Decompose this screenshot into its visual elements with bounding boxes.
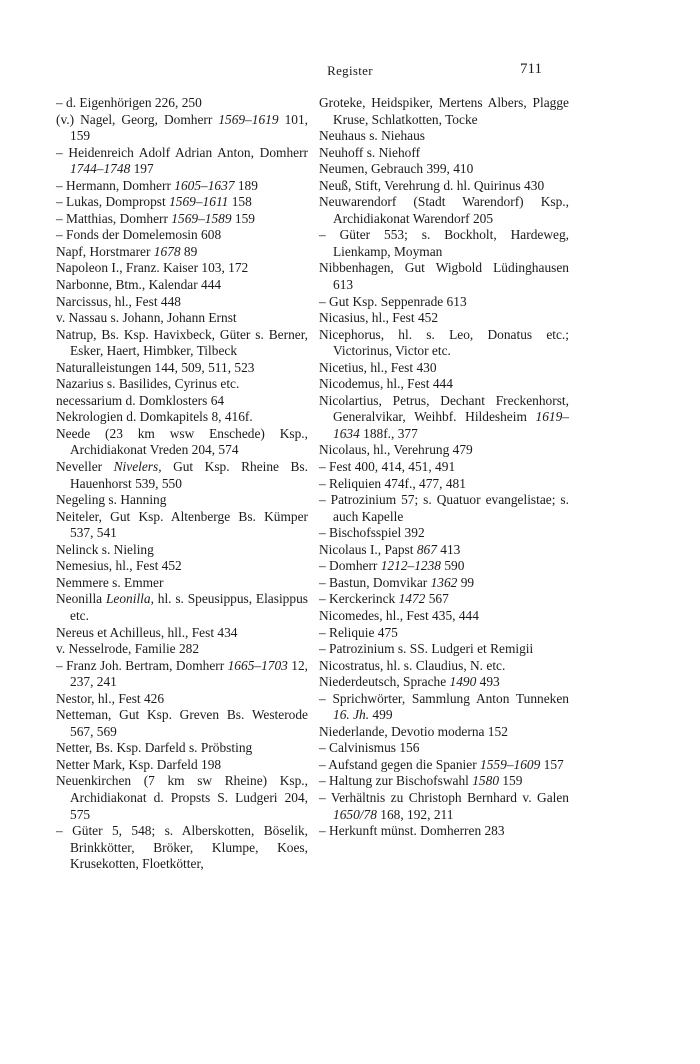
index-entry: Naturalleistungen 144, 509, 511, 523 (56, 359, 255, 375)
index-entry: – Patrozinium 57; s. Quatuor evangelistae; s. auch Kapelle (319, 492, 569, 524)
index-entry: Nicodemus, hl., Fest 444 (319, 376, 453, 392)
index-entry: Neuß, Stift, Verehrung d. hl. Quirinus 430 (319, 177, 545, 193)
index-column-right (319, 95, 569, 840)
index-entry: – Bastun, Domvikar 1362 99 (319, 574, 475, 590)
index-entry: Niederdeutsch, Sprache 1490 493 (319, 674, 500, 690)
index-entry: – Calvinismus 156 (319, 740, 420, 756)
index-entry: – Bischofsspiel 392 (319, 525, 425, 541)
index-entry: Narbonne, Btm., Kalendar 444 (56, 277, 222, 293)
index-entry: – Güter 553; s. Bockholt, Hardeweg, Lienkamp, Moyman (319, 227, 569, 259)
index-entry: – Reliquie 475 (319, 624, 398, 640)
index-entry: Neumen, Gebrauch 399, 410 (319, 161, 474, 177)
index-entry: Negeling s. Hanning (56, 492, 167, 508)
index-entry: Neiteler, Gut Ksp. Altenberge Bs. Kümper 537, 541 (56, 508, 308, 541)
index-entry: Nemesius, hl., Fest 452 (56, 558, 182, 574)
index-entry: Nicolartius, Petrus, Dechant Freckenhorst, Generalvikar, Weihbf. Hildesheim 1619–1634 188f., 377 (319, 392, 569, 441)
index-entry: – Sprichwörter, Sammlung Anton Tunneken 16. Jh. 499 (319, 690, 569, 723)
index-entry: – Güter 5, 548; s. Alberskotten, Böselik, Brinkkötter, Bröker, Klumpe, Koes, Krusekotten, Floetkötter, (56, 823, 308, 872)
index-entry: Neuwarendorf (Stadt Warendorf) Ksp., Archidiakonat Warendorf 205 (319, 194, 569, 226)
index-entry: Napoleon I., Franz. Kaiser 103, 172 (56, 260, 249, 276)
index-entry: Nereus et Achilleus, hll., Fest 434 (56, 624, 238, 640)
index-entry: Nicolaus, hl., Verehrung 479 (319, 442, 473, 458)
index-entry: Nicephorus, hl. s. Leo, Donatus etc.; Victorinus, Victor etc. (319, 326, 569, 359)
index-entry: – Matthias, Domherr 1569–1589 159 (56, 210, 255, 226)
index-entry: Niederlande, Devotio moderna 152 (319, 723, 508, 739)
index-entry: – Fonds der Domelemosin 608 (56, 227, 222, 243)
running-title: Register (327, 63, 373, 78)
index-entry: Groteke, Heidspiker, Mertens Albers, Plagge Kruse, Schlatkotten, Tocke (319, 95, 569, 127)
index-entry: Neveller Nivelers, Gut Ksp. Rheine Bs. Hauenhorst 539, 550 (56, 459, 308, 491)
index-entry: Nicasius, hl., Fest 452 (319, 310, 439, 326)
index-entry: Nemmere s. Emmer (56, 574, 164, 590)
index-entry: Nicolaus I., Papst 867 413 (319, 541, 461, 557)
index-entry: v. Nassau s. Johann, Johann Ernst (56, 310, 237, 326)
index-entry: – Hermann, Domherr 1605–1637 189 (56, 177, 258, 193)
index-entry: Neuenkirchen (7 km sw Rheine) Ksp., Archidiakonat d. Propsts S. Ludgeri 204, 575 (56, 773, 308, 822)
index-entry: – Heidenreich Adolf Adrian Anton, Domherr 1744–1748 197 (56, 144, 308, 177)
index-entry: Neuhoff s. Niehoff (319, 144, 421, 160)
index-entry: – Reliquien 474f., 477, 481 (319, 475, 466, 491)
index-entry: Nicetius, hl., Fest 430 (319, 359, 437, 375)
index-entry: Nestor, hl., Fest 426 (56, 690, 165, 706)
index-entry: Nibbenhagen, Gut Wigbold Lüdinghausen 613 (319, 260, 569, 293)
index-entry: Narcissus, hl., Fest 448 (56, 293, 181, 309)
index-entry: Nicostratus, hl. s. Claudius, N. etc. (319, 657, 506, 673)
index-entry: Nelinck s. Nieling (56, 541, 154, 557)
index-entry: Netter Mark, Ksp. Darfeld 198 (56, 756, 222, 772)
index-entry: v. Nesselrode, Familie 282 (56, 641, 200, 657)
index-entry: Nekrologien d. Domkapitels 8, 416f. (56, 409, 253, 425)
index-entry: – Gut Ksp. Seppenrade 613 (319, 293, 467, 309)
index-entry: – Fest 400, 414, 451, 491 (319, 459, 456, 475)
index-entry: – Domherr 1212–1238 590 (319, 558, 465, 574)
index-entry: – Haltung zur Bischofswahl 1580 159 (319, 773, 523, 789)
page-number: 711 (520, 61, 542, 77)
index-entry: Natrup, Bs. Ksp. Havixbeck, Güter s. Berner, Esker, Haert, Himbker, Tilbeck (56, 326, 308, 359)
page-header (0, 60, 700, 82)
index-entry: necessarium d. Domklosters 64 (56, 392, 225, 408)
index-entry: Netter, Bs. Ksp. Darfeld s. Pröbsting (56, 740, 253, 756)
index-entry: – Kerckerinck 1472 567 (319, 591, 449, 607)
index-entry: – Franz Joh. Bertram, Domherr 1665–1703 12, 237, 241 (56, 657, 308, 690)
index-entry: Napf, Horstmarer 1678 89 (56, 243, 198, 259)
index-column-left (56, 95, 308, 873)
index-entry: – Verhältnis zu Christoph Bernhard v. Galen 1650/78 168, 192, 211 (319, 789, 569, 822)
index-entry: – Herkunft münst. Domherren 283 (319, 823, 505, 839)
index-entry: Neuhaus s. Niehaus (319, 128, 425, 144)
index-entry: Nicomedes, hl., Fest 435, 444 (319, 607, 479, 623)
index-entry: Nazarius s. Basilides, Cyrinus etc. (56, 376, 240, 392)
index-entry: – Patrozinium s. SS. Ludgeri et Remigii (319, 641, 534, 657)
index-entry: Neede (23 km wsw Enschede) Ksp., Archidiakonat Vreden 204, 574 (56, 425, 308, 458)
index-entry: (v.) Nagel, Georg, Domherr 1569–1619 101, 159 (56, 111, 309, 144)
index-entry: – Aufstand gegen die Spanier 1559–1609 157 (319, 756, 564, 772)
index-entry: – d. Eigenhörigen 226, 250 (56, 95, 202, 110)
index-entry: Neonilla Leonilla, hl. s. Speusippus, Elasippus etc. (56, 591, 308, 623)
index-entry: – Lukas, Dompropst 1569–1611 158 (56, 194, 252, 210)
index-entry: Netteman, Gut Ksp. Greven Bs. Westerode 567, 569 (56, 707, 308, 739)
